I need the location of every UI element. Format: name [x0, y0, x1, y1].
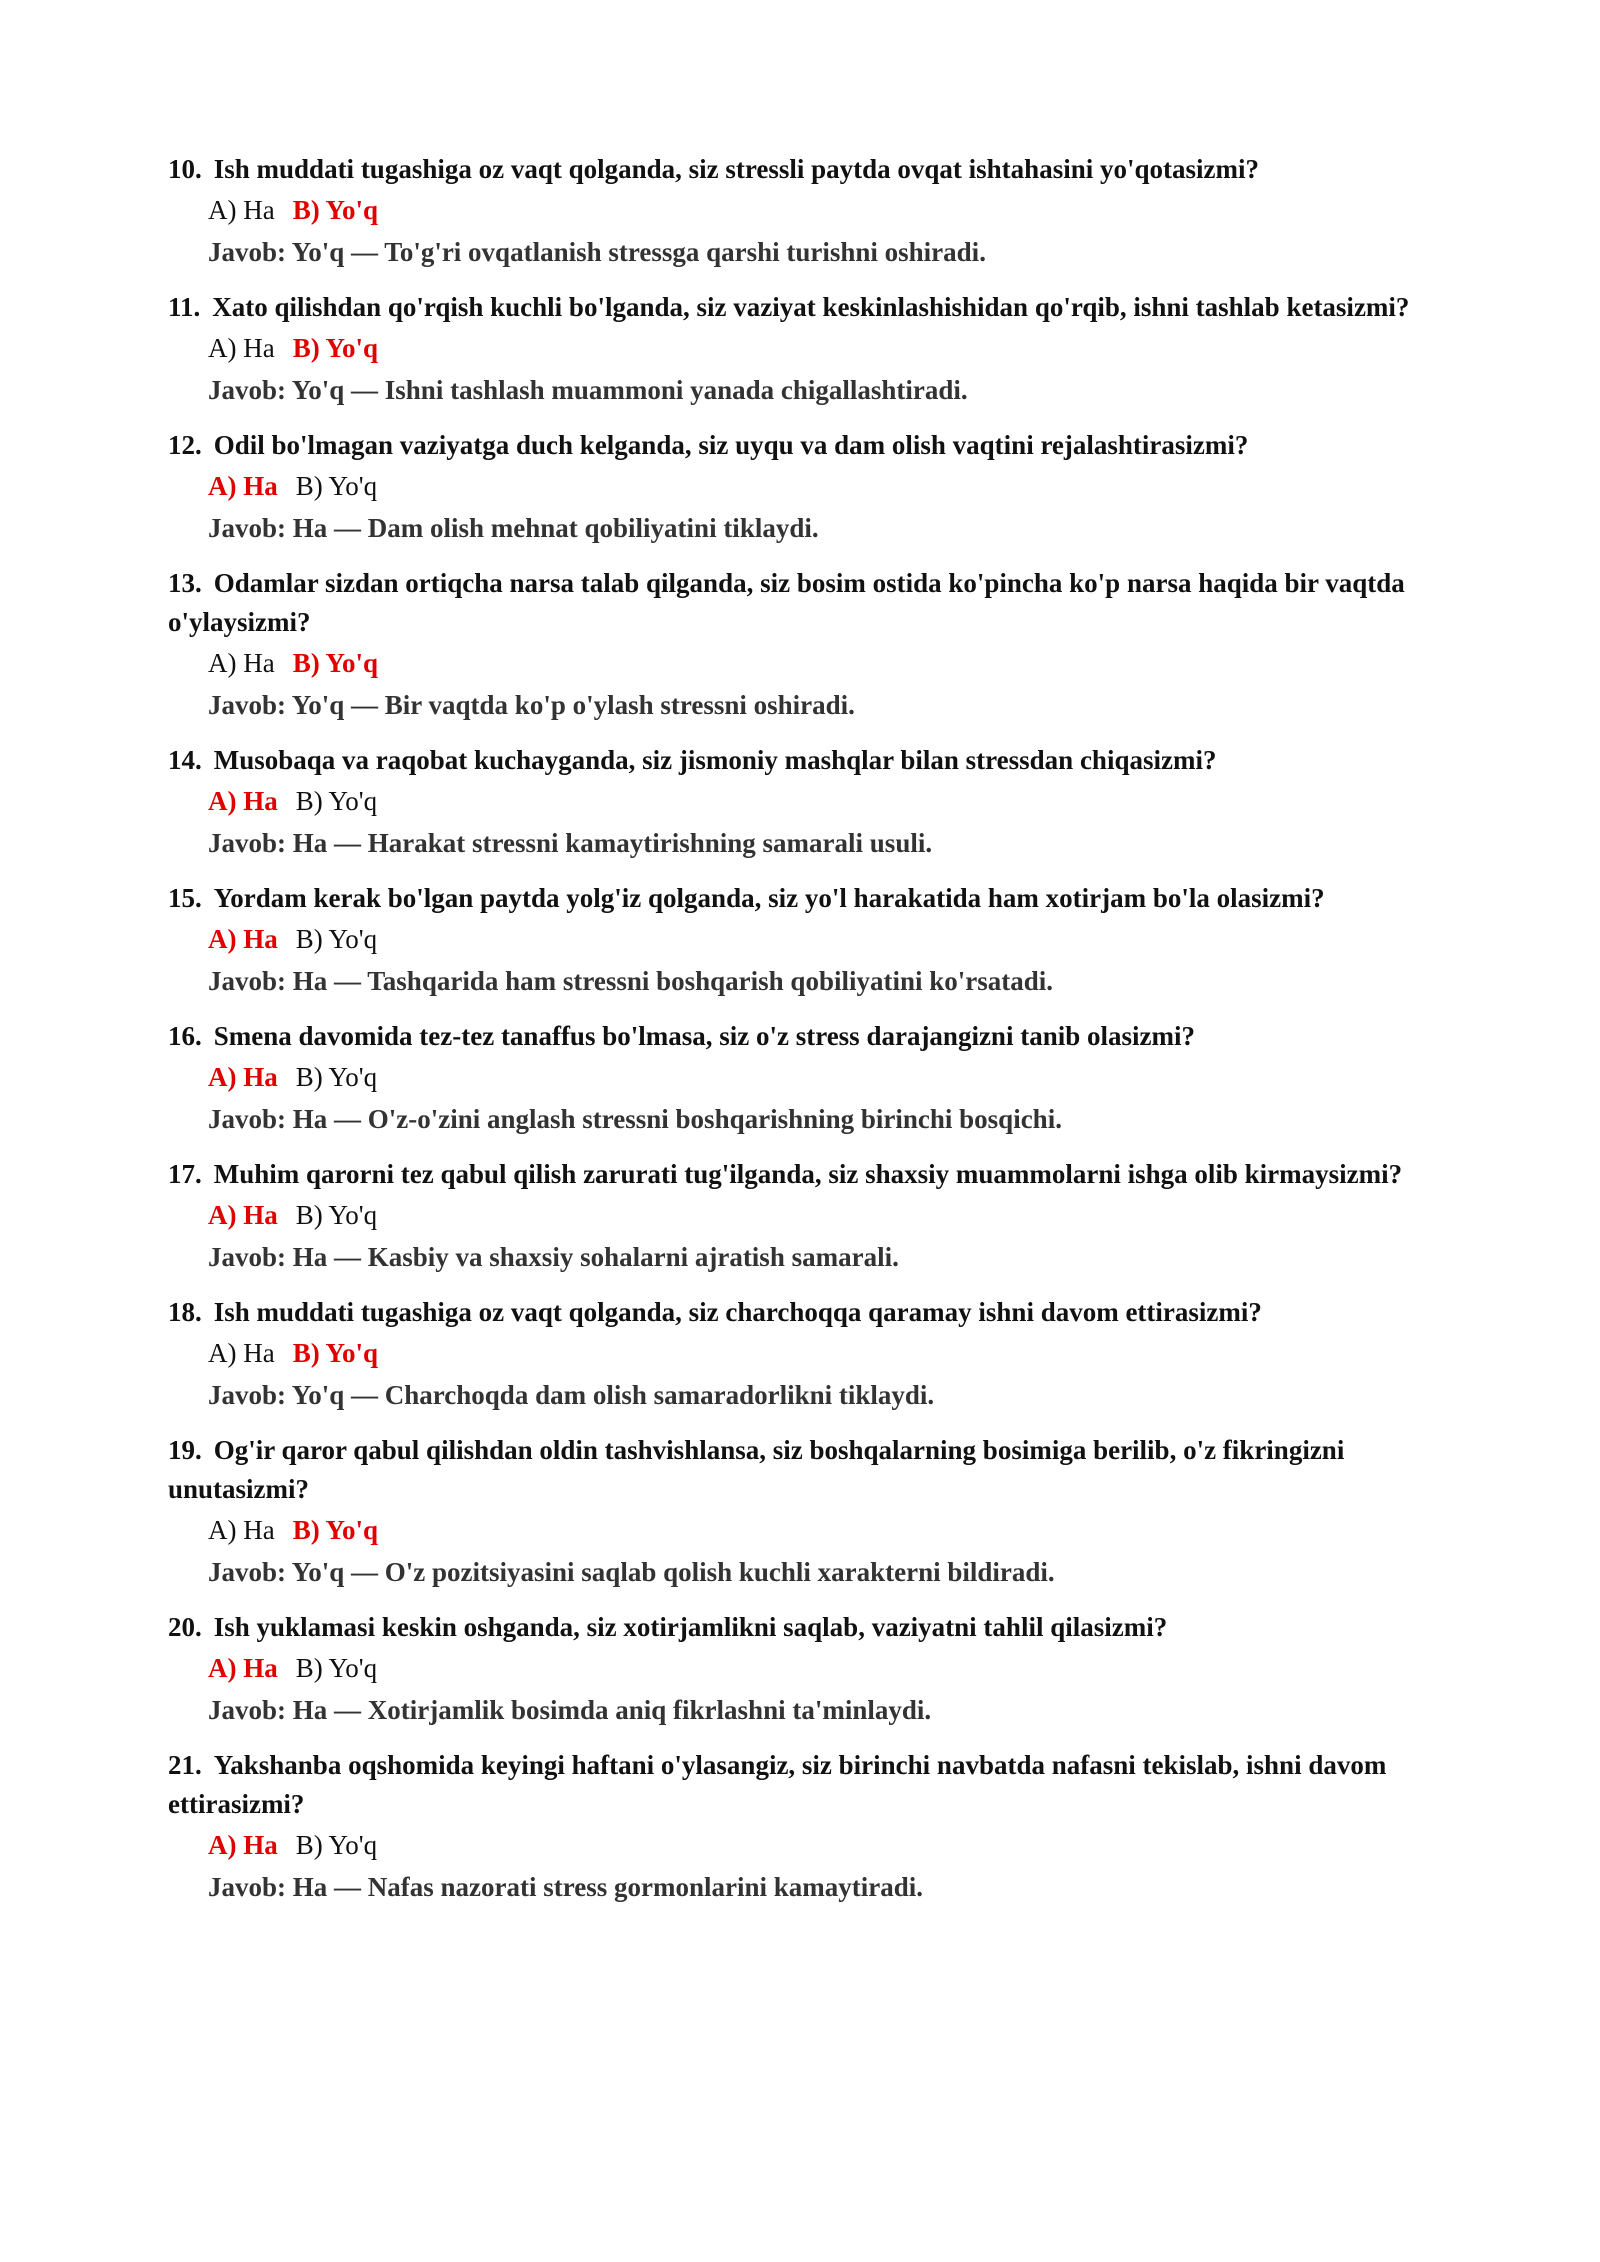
- question-text-line: [168, 1017, 1458, 1056]
- question-text: Xato qilishdan qo'rqish kuchli bo'lganda, siz vaziyat keskinlashishidan qo'rqib, ishni tashlab ketasizmi?: [212, 292, 1410, 322]
- question-number: 10.: [168, 154, 202, 184]
- option-b: B) Yo'q: [292, 1338, 379, 1368]
- answer-explanation: Javob: Yo'q — O'z pozitsiyasini saqlab qolish kuchli xarakterni bildiradi.: [208, 1557, 1055, 1587]
- question-item: [168, 1155, 1458, 1278]
- option-a: A) Ha: [208, 1830, 278, 1860]
- question-text: Og'ir qaror qabul qilishdan oldin tashvishlansa, siz boshqalarning bosimiga berilib, o'z fikringizni unutasizmi?: [168, 1435, 1345, 1504]
- question-text: Yakshanba oqshomida keyingi haftani o'ylasangiz, siz birinchi navbatda nafasni tekislab, ishni davom ettirasizmi?: [168, 1750, 1387, 1819]
- question-item: [168, 1608, 1458, 1731]
- question-number: 17.: [168, 1159, 202, 1189]
- answer-options: [208, 1194, 1458, 1236]
- question-text-line: [168, 1431, 1458, 1509]
- option-b: B) Yo'q: [295, 1200, 378, 1230]
- option-a: A) Ha: [208, 924, 278, 954]
- option-b: B) Yo'q: [292, 1515, 379, 1545]
- answer-explanation: Javob: Yo'q — Bir vaqtda ko'p o'ylash stressni oshiradi.: [208, 690, 855, 720]
- option-b: B) Yo'q: [292, 195, 379, 225]
- option-a: A) Ha: [208, 1653, 278, 1683]
- option-b: B) Yo'q: [295, 471, 378, 501]
- question-text: Yordam kerak bo'lgan paytda yolg'iz qolganda, siz yo'l harakatida ham xotirjam bo'la olasizmi?: [213, 883, 1325, 913]
- option-b: B) Yo'q: [295, 1653, 378, 1683]
- question-number: 21.: [168, 1750, 202, 1780]
- answer-options: [208, 189, 1458, 231]
- question-text: Ish muddati tugashiga oz vaqt qolganda, siz charchoqqa qaramay ishni davom ettirasizmi?: [213, 1297, 1262, 1327]
- option-a: A) Ha: [208, 471, 278, 501]
- option-a: A) Ha: [208, 333, 275, 363]
- answer-explanation: Javob: Yo'q — To'g'ri ovqatlanish stressga qarshi turishni oshiradi.: [208, 237, 986, 267]
- answer-options: [208, 1509, 1458, 1551]
- option-a: A) Ha: [208, 195, 275, 225]
- question-text-line: [168, 741, 1458, 780]
- option-a: A) Ha: [208, 648, 275, 678]
- question-item: [168, 741, 1458, 864]
- question-number: 18.: [168, 1297, 202, 1327]
- question-text-line: [168, 1293, 1458, 1332]
- question-text: Ish yuklamasi keskin oshganda, siz xotirjamlikni saqlab, vaziyatni tahlil qilasizmi?: [213, 1612, 1168, 1642]
- answer-options: [208, 780, 1458, 822]
- question-item: [168, 1017, 1458, 1140]
- answer-options: [208, 1647, 1458, 1689]
- option-a: A) Ha: [208, 1200, 278, 1230]
- question-list: [168, 150, 1458, 1923]
- question-text: Odil bo'lmagan vaziyatga duch kelganda, siz uyqu va dam olish vaqtini rejalashtirasizmi?: [213, 430, 1249, 460]
- answer-options: [208, 1332, 1458, 1374]
- answer-explanation: Javob: Ha — Harakat stressni kamaytirishning samarali usuli.: [208, 828, 933, 858]
- question-text: Muhim qarorni tez qabul qilish zarurati tug'ilganda, siz shaxsiy muammolarni ishga olib kirmaysizmi?: [213, 1159, 1403, 1189]
- question-number: 15.: [168, 883, 202, 913]
- question-number: 11.: [168, 292, 201, 322]
- question-item: [168, 1746, 1458, 1908]
- option-b: B) Yo'q: [295, 786, 378, 816]
- question-item: [168, 564, 1458, 726]
- option-b: B) Yo'q: [292, 648, 379, 678]
- option-b: B) Yo'q: [295, 1830, 378, 1860]
- option-b: B) Yo'q: [295, 1062, 378, 1092]
- answer-options: [208, 1056, 1458, 1098]
- question-text-line: [168, 150, 1458, 189]
- question-text-line: [168, 1155, 1458, 1194]
- question-number: 12.: [168, 430, 202, 460]
- question-item: [168, 426, 1458, 549]
- question-item: [168, 288, 1458, 411]
- question-number: 20.: [168, 1612, 202, 1642]
- answer-explanation: Javob: Ha — Kasbiy va shaxsiy sohalarni ajratish samarali.: [208, 1242, 899, 1272]
- answer-options: [208, 465, 1458, 507]
- question-item: [168, 1293, 1458, 1416]
- answer-options: [208, 1824, 1458, 1866]
- answer-explanation: Javob: Ha — Xotirjamlik bosimda aniq fikrlashni ta'minlaydi.: [208, 1695, 932, 1725]
- question-text: Smena davomida tez-tez tanaffus bo'lmasa, siz o'z stress darajangizni tanib olasizmi?: [213, 1021, 1195, 1051]
- option-b: B) Yo'q: [295, 924, 378, 954]
- option-a: A) Ha: [208, 1515, 275, 1545]
- question-text-line: [168, 426, 1458, 465]
- question-text: Odamlar sizdan ortiqcha narsa talab qilganda, siz bosim ostida ko'pincha ko'p narsa haqida bir vaqtda o'ylaysizmi?: [168, 568, 1405, 637]
- question-text-line: [168, 879, 1458, 918]
- option-a: A) Ha: [208, 1062, 278, 1092]
- answer-explanation: Javob: Yo'q — Ishni tashlash muammoni yanada chigallashtiradi.: [208, 375, 968, 405]
- answer-options: [208, 918, 1458, 960]
- question-number: 13.: [168, 568, 202, 598]
- option-b: B) Yo'q: [292, 333, 379, 363]
- question-number: 14.: [168, 745, 202, 775]
- answer-options: [208, 327, 1458, 369]
- question-text: Musobaqa va raqobat kuchayganda, siz jismoniy mashqlar bilan stressdan chiqasizmi?: [213, 745, 1217, 775]
- question-item: [168, 1431, 1458, 1593]
- question-text: Ish muddati tugashiga oz vaqt qolganda, siz stressli paytda ovqat ishtahasini yo'qotasizmi?: [213, 154, 1259, 184]
- answer-explanation: Javob: Ha — Nafas nazorati stress gormonlarini kamaytiradi.: [208, 1872, 923, 1902]
- answer-explanation: Javob: Ha — O'z-o'zini anglash stressni boshqarishning birinchi bosqichi.: [208, 1104, 1062, 1134]
- answer-explanation: Javob: Yo'q — Charchoqda dam olish samaradorlikni tiklaydi.: [208, 1380, 935, 1410]
- answer-explanation: Javob: Ha — Dam olish mehnat qobiliyatini tiklaydi.: [208, 513, 819, 543]
- answer-options: [208, 642, 1458, 684]
- question-item: [168, 879, 1458, 1002]
- option-a: A) Ha: [208, 786, 278, 816]
- question-number: 16.: [168, 1021, 202, 1051]
- answer-explanation: Javob: Ha — Tashqarida ham stressni boshqarish qobiliyatini ko'rsatadi.: [208, 966, 1053, 996]
- question-item: [168, 150, 1458, 273]
- question-text-line: [168, 288, 1458, 327]
- question-text-line: [168, 1608, 1458, 1647]
- option-a: A) Ha: [208, 1338, 275, 1368]
- question-number: 19.: [168, 1435, 202, 1465]
- question-text-line: [168, 564, 1458, 642]
- question-text-line: [168, 1746, 1458, 1824]
